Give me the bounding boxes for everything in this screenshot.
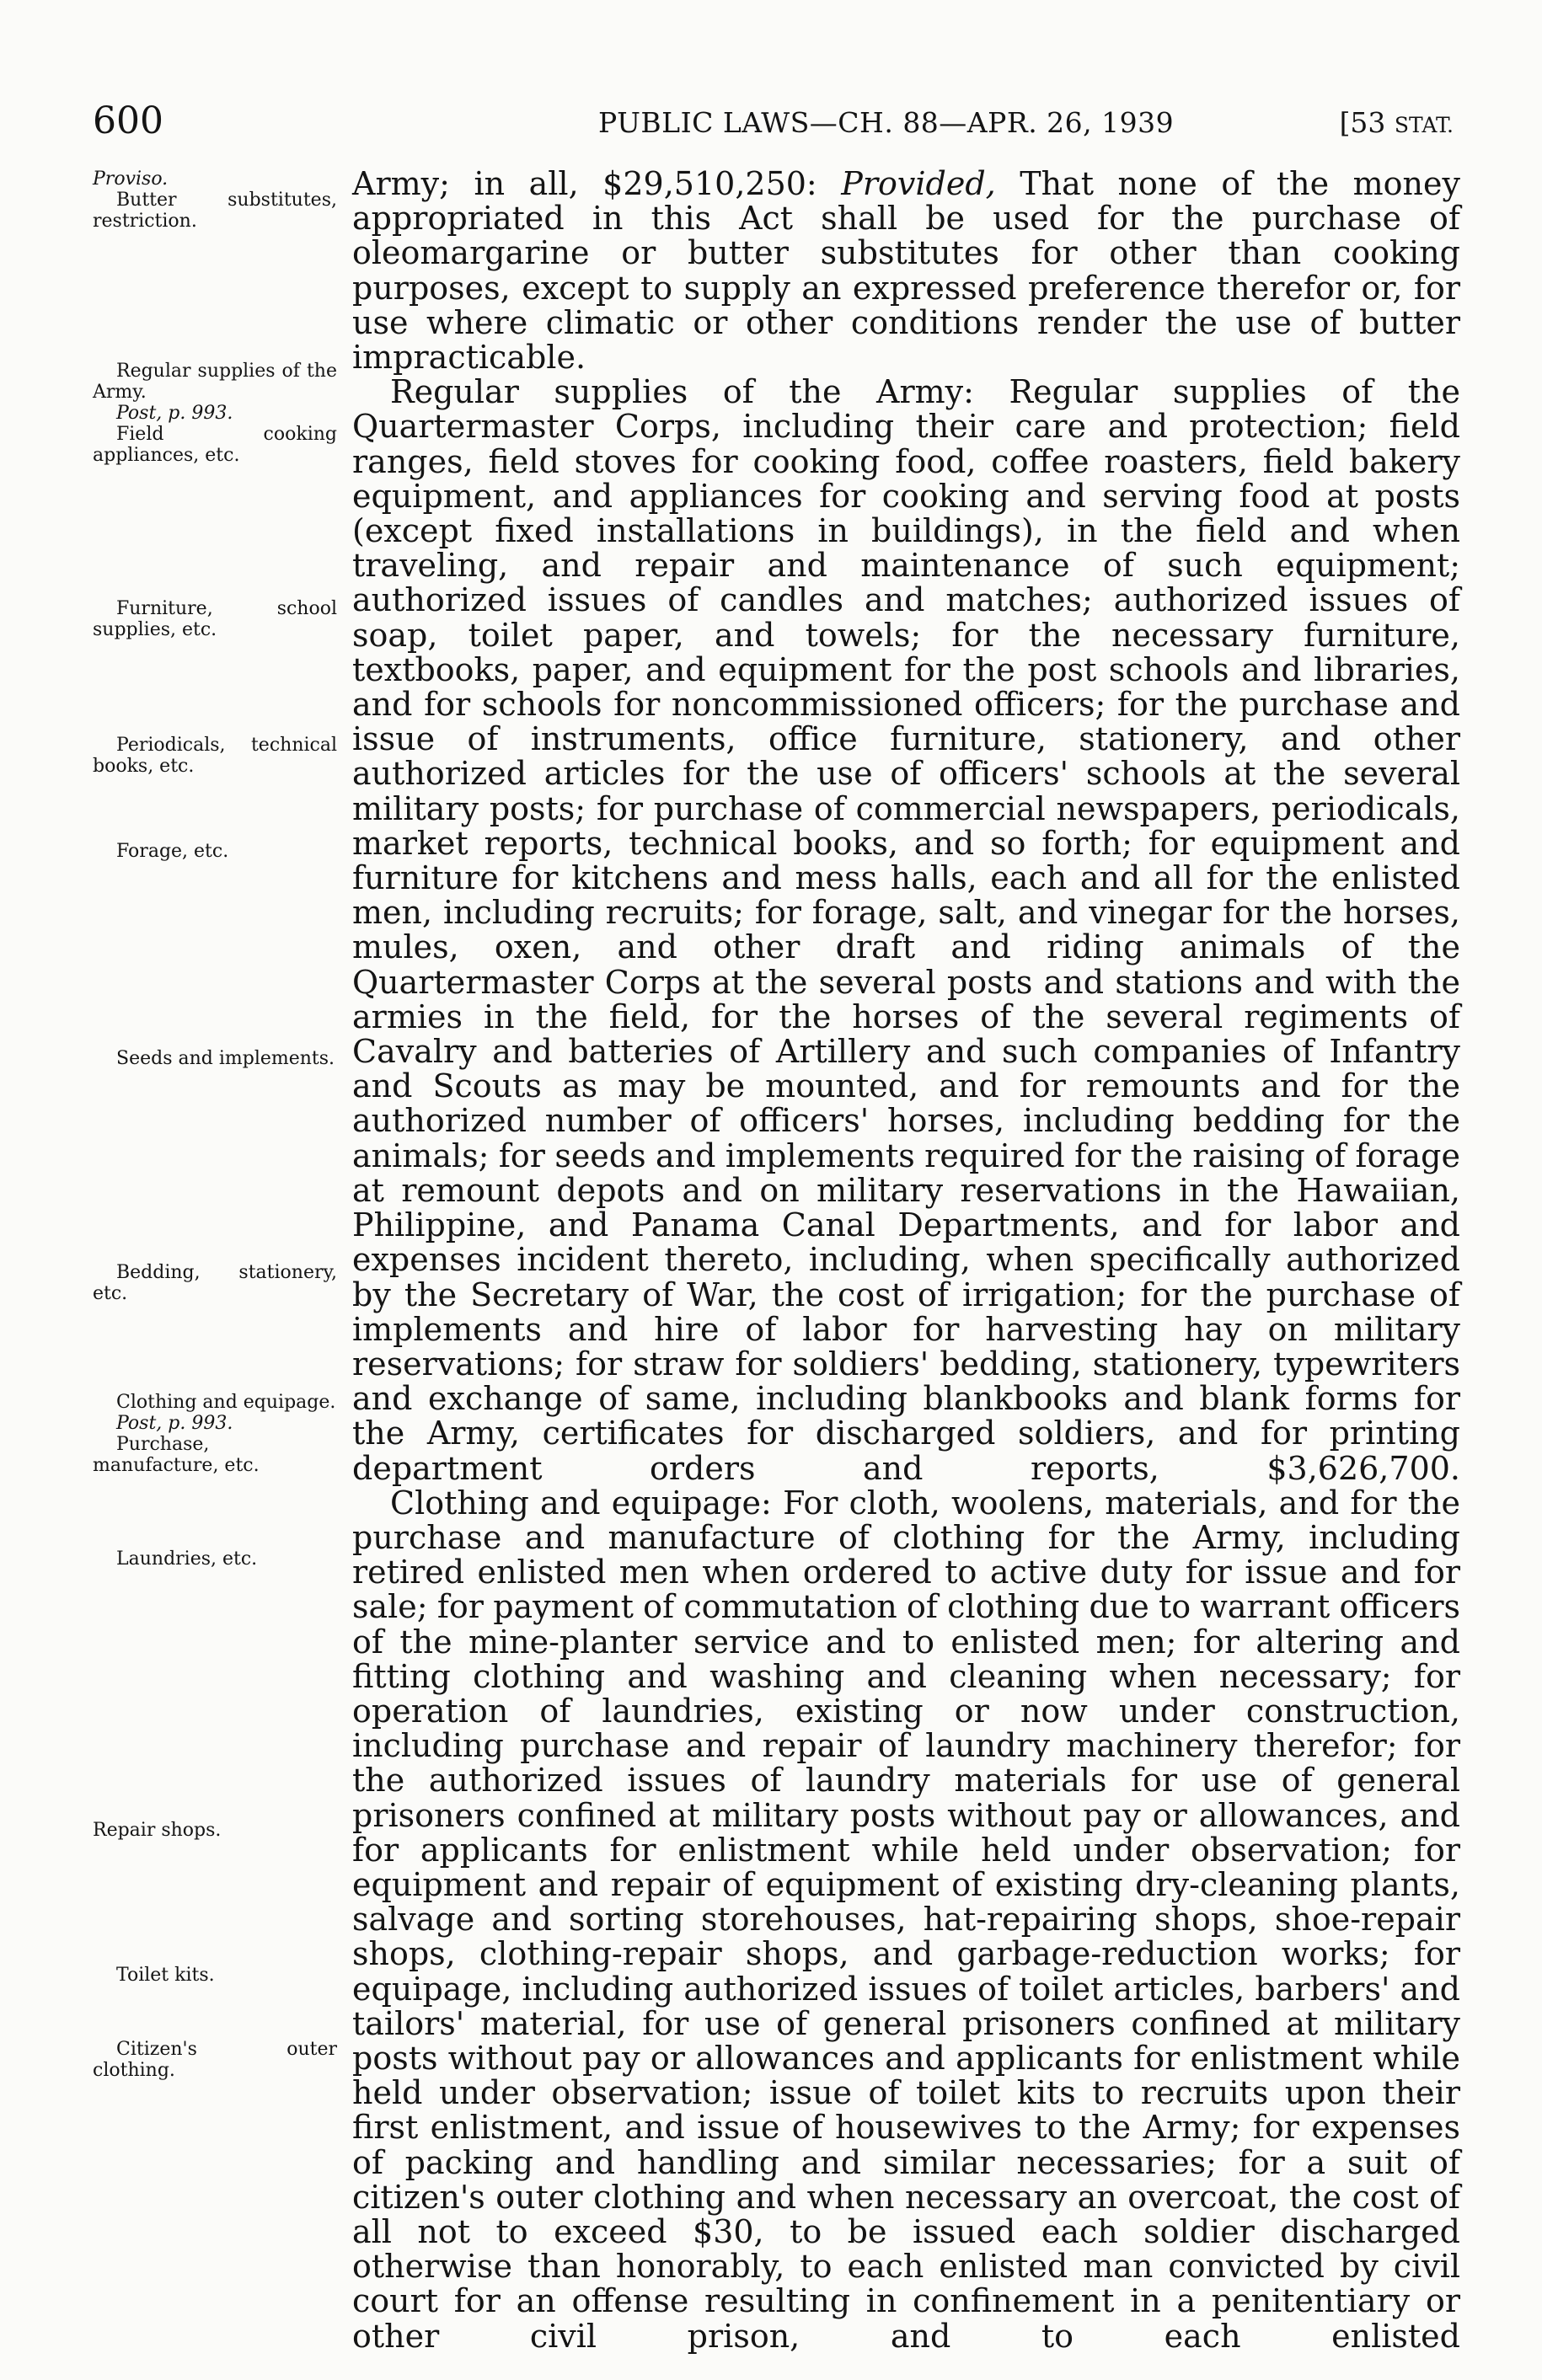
- margin-note-text: Regular supplies of the Army.: [93, 361, 337, 403]
- margin-note-seeds: [93, 1048, 337, 1069]
- paragraph-regular-supplies: Regular supplies of the Army: Regular supplies of the Quartermaster Corps, including their care and protection; field ranges, field stoves for cooking food, coffee roasters, field bakery equipment, and appliances for cooking and serving food at posts (except fixed installations in buildings), in the field and when traveling, and repair and maintenance of such equipment; authorized issues of candles and matches; authorized issues of soap, toilet paper, and towels; for the necessary furniture, textbooks, paper, and equipment for the post schools and libraries, and for schools for noncommissioned officers; for the purchase and issue of instruments, office furniture, stationery, and other authorized articles for the use of officers' schools at the several military posts; for purchase of commercial newspapers, periodicals, market reports, technical books, and so forth; for equipment and furniture for kitchens and mess halls, each and all for the enlisted men, including recruits; for forage, salt, and vinegar for the horses, mules, oxen, and other draft and riding animals of the Quartermaster Corps at the several posts and stations and with the armies in the field, for the horses of the several regiments of Cavalry and batteries of Artillery and such companies of Infantry and Scouts as may be mounted, and for remounts and for the authorized number of officers' horses, including bedding for the animals; for seeds and implements required for the raising of forage at remount depots and on military reservations in the Hawaiian, Philippine, and Panama Canal Departments, and for labor and expenses incident thereto, including, when specifically authorized by the Secretary of War, the cost of irrigation; for the purchase of implements and hire of labor for harvesting hay on military reservations; for straw for soldiers' bedding, stationery, typewriters and exchange of same, including blankbooks and blank forms for the Army, certificates for discharged soldiers, and for printing department orders and reports, $3,626,700.: [352, 373, 1460, 1487]
- page-number: 600: [93, 99, 163, 142]
- margin-note-subtext: Field cooking appliances, etc.: [93, 424, 337, 466]
- volume-reference-open: [53: [1339, 106, 1395, 139]
- margin-note-text: Seeds and implements.: [116, 1048, 335, 1069]
- margin-note-text: Furniture, school supplies, etc.: [93, 598, 337, 640]
- volume-reference-stat: STAT.: [1394, 113, 1454, 137]
- margin-note-toilet-kits: [93, 1965, 337, 1986]
- margin-note-text: Bedding, stationery, etc.: [93, 1262, 337, 1304]
- margin-note-text: Clothing and equipage.: [116, 1392, 336, 1413]
- margin-note-citizens-clothing: [93, 2039, 337, 2081]
- margin-note-butter-substitutes: [93, 168, 337, 232]
- running-head: PUBLIC LAWS—CH. 88—APR. 26, 1939: [598, 106, 1175, 139]
- paragraph-butter-proviso: [352, 167, 1460, 375]
- margin-note-text: Repair shops.: [93, 1820, 222, 1841]
- margin-note-text: Toilet kits.: [116, 1965, 215, 1986]
- proviso-word: Provided,: [841, 165, 996, 202]
- margin-note-text: Laundries, etc.: [116, 1548, 258, 1570]
- paragraph-text: That none of the money appropriated in this Act shall be used for the purchase of oleomargarine or butter substitutes for other than cooking purposes, except to supply an expressed preference therefor or, for use where climatic or other conditions render the use of butter impracticable.: [352, 165, 1460, 377]
- margin-note-repair-shops: [93, 1820, 337, 1841]
- margin-note-furniture: [93, 598, 337, 640]
- margin-note-text: Forage, etc.: [116, 841, 229, 862]
- margin-notes: [93, 168, 337, 2351]
- margin-note-text: Butter substitutes, restriction.: [93, 190, 337, 232]
- margin-note-cross-reference: Post, p. 993.: [116, 1413, 233, 1434]
- margin-note-clothing: [93, 1392, 337, 1476]
- margin-note-text: Citizen's outer clothing.: [93, 2039, 337, 2081]
- margin-note-regular-supplies: [93, 361, 337, 466]
- margin-note-bedding: [93, 1262, 337, 1304]
- margin-note-cross-reference: Post, p. 993.: [116, 403, 233, 424]
- body-text: [352, 167, 1460, 2354]
- margin-note-periodicals: [93, 735, 337, 777]
- paragraph-clothing-equipage: Clothing and equipage: For cloth, woolens, materials, and for the purchase and manufacture of clothing for the Army, including retired enlisted men when ordered to active duty for issue and for sale; for payment of commutation of clothing due to warrant officers of the mine-planter service and to enlisted men; for altering and fitting clothing and washing and cleaning when necessary; for operation of laundries, existing or now under construction, including purchase and repair of laundry machinery therefor; for the authorized issues of laundry materials for use of general prisoners confined at military posts without pay or allowances, and for applicants for enlistment while held under observation; for equipment and repair of equipment of existing dry-cleaning plants, salvage and sorting storehouses, hat-repairing shops, shoe-repair shops, clothing-repair shops, and garbage-reduction works; for equipage, including authorized issues of toilet articles, barbers' and tailors' material, for use of general prisoners confined at military posts without pay or allowances and applicants for enlistment while held under observation; issue of toilet kits to recruits upon their first enlistment, and issue of housewives to the Army; for expenses of packing and handling and similar necessaries; for a suit of citizen's outer clothing and when necessary an overcoat, the cost of all not to exceed $30, to be issued each soldier discharged otherwise than honorably, to each enlisted man convicted by civil court for an offense resulting in confinement in a penitentiary or other civil prison, and to each enlisted: [352, 1484, 1460, 2355]
- margin-note-text: Periodicals, technical books, etc.: [93, 735, 337, 777]
- margin-note-forage: [93, 841, 337, 862]
- page-header: [93, 99, 1454, 150]
- margin-note-subtext: Purchase, manufacture, etc.: [93, 1434, 260, 1476]
- margin-note-laundries: [93, 1548, 337, 1570]
- paragraph-text: Army; in all, $29,510,250:: [352, 165, 842, 202]
- margin-note-proviso-heading: Proviso.: [93, 168, 169, 190]
- volume-reference: [1340, 106, 1454, 139]
